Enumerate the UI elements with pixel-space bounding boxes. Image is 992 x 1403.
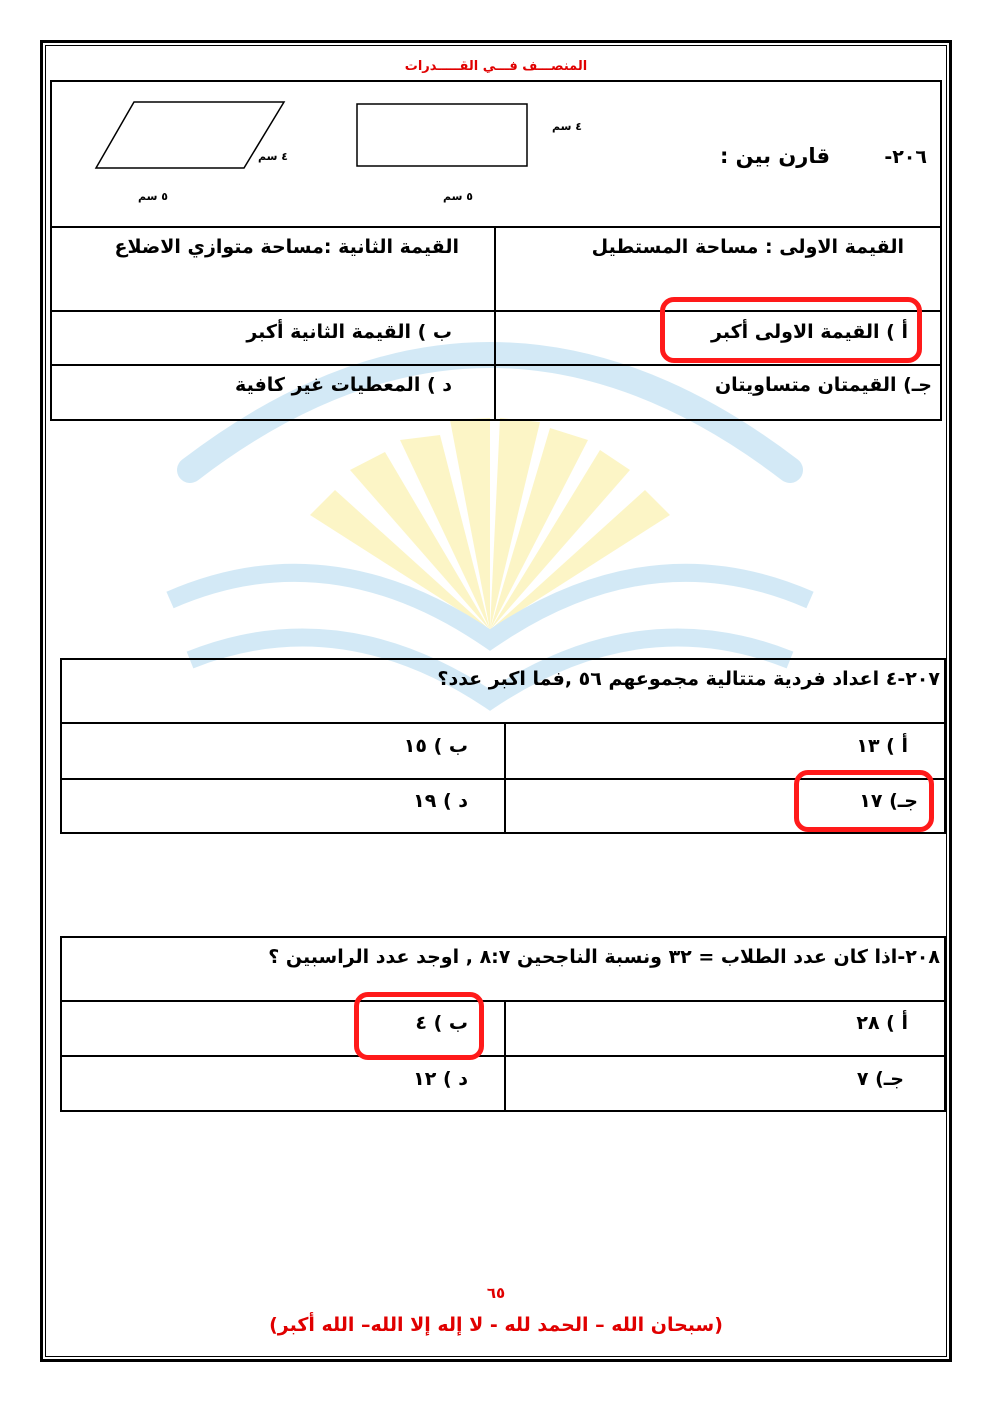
q206-option-b[interactable]: ب ) القيمة الثانية أكبر: [246, 321, 452, 343]
rect-height-label: ٤ سم: [552, 120, 582, 133]
q207-option-a[interactable]: أ ) ١٣: [856, 735, 908, 757]
divider: [50, 364, 942, 366]
q207-option-c[interactable]: جـ) ١٧: [859, 790, 918, 812]
q206-option-d[interactable]: د ) المعطيات غير كافية: [235, 374, 452, 396]
answer-highlight-q206: [660, 297, 922, 363]
q206-option-c[interactable]: جـ) القيمتان متساويتان: [714, 374, 932, 396]
rect-width-label: ٥ سم: [443, 190, 473, 203]
q208-option-c[interactable]: جـ) ٧: [856, 1068, 904, 1090]
divider: [50, 226, 942, 228]
footer-text: (سبحان الله – الحمد لله - لا إله إلا الله– الله أكبر): [269, 1314, 723, 1336]
sun-rays-icon: [310, 418, 670, 630]
q206-value2: القيمة الثانية :مساحة متوازي الاضلاع: [114, 236, 459, 258]
page-number: ٦٥: [486, 1284, 506, 1302]
divider: [494, 226, 496, 421]
q206-prompt: قارن بين :: [719, 144, 830, 168]
q207-question: ٢٠٧-٤ اعداد فردية متتالية مجموعهم ٥٦ ,فما اكبر عدد؟: [437, 668, 940, 690]
answer-highlight-q208: [354, 992, 484, 1060]
q206-option-a[interactable]: أ ) القيمة الاولى أكبر: [711, 321, 908, 343]
q206-value1: القيمة الاولى : مساحة المستطيل: [591, 236, 904, 258]
para-width-label: ٥ سم: [138, 190, 168, 203]
q208-option-b[interactable]: ب ) ٤: [415, 1012, 468, 1034]
q208-question: ٢٠٨-اذا كان عدد الطلاب = ٣٢ ونسبة الناجحين ٨:٧ , اوجد عدد الراسبين ؟: [268, 946, 940, 968]
q208-option-d[interactable]: د ) ١٢: [413, 1068, 468, 1090]
divider: [60, 1055, 946, 1057]
q206-number: ٢٠٦-: [884, 146, 927, 168]
divider: [504, 1000, 506, 1112]
q207-option-d[interactable]: د ) ١٩: [413, 790, 468, 812]
q207-option-b[interactable]: ب ) ١٥: [403, 735, 468, 757]
header-title: المنصـــف فـــي القـــــدرات: [404, 59, 588, 74]
divider: [60, 1000, 946, 1002]
q208-option-a[interactable]: أ ) ٢٨: [856, 1012, 908, 1034]
para-height-label: ٤ سم: [258, 150, 288, 163]
answer-highlight-q207: [794, 770, 934, 832]
divider: [60, 722, 946, 724]
divider: [504, 722, 506, 834]
rectangle-shape: [356, 103, 528, 167]
